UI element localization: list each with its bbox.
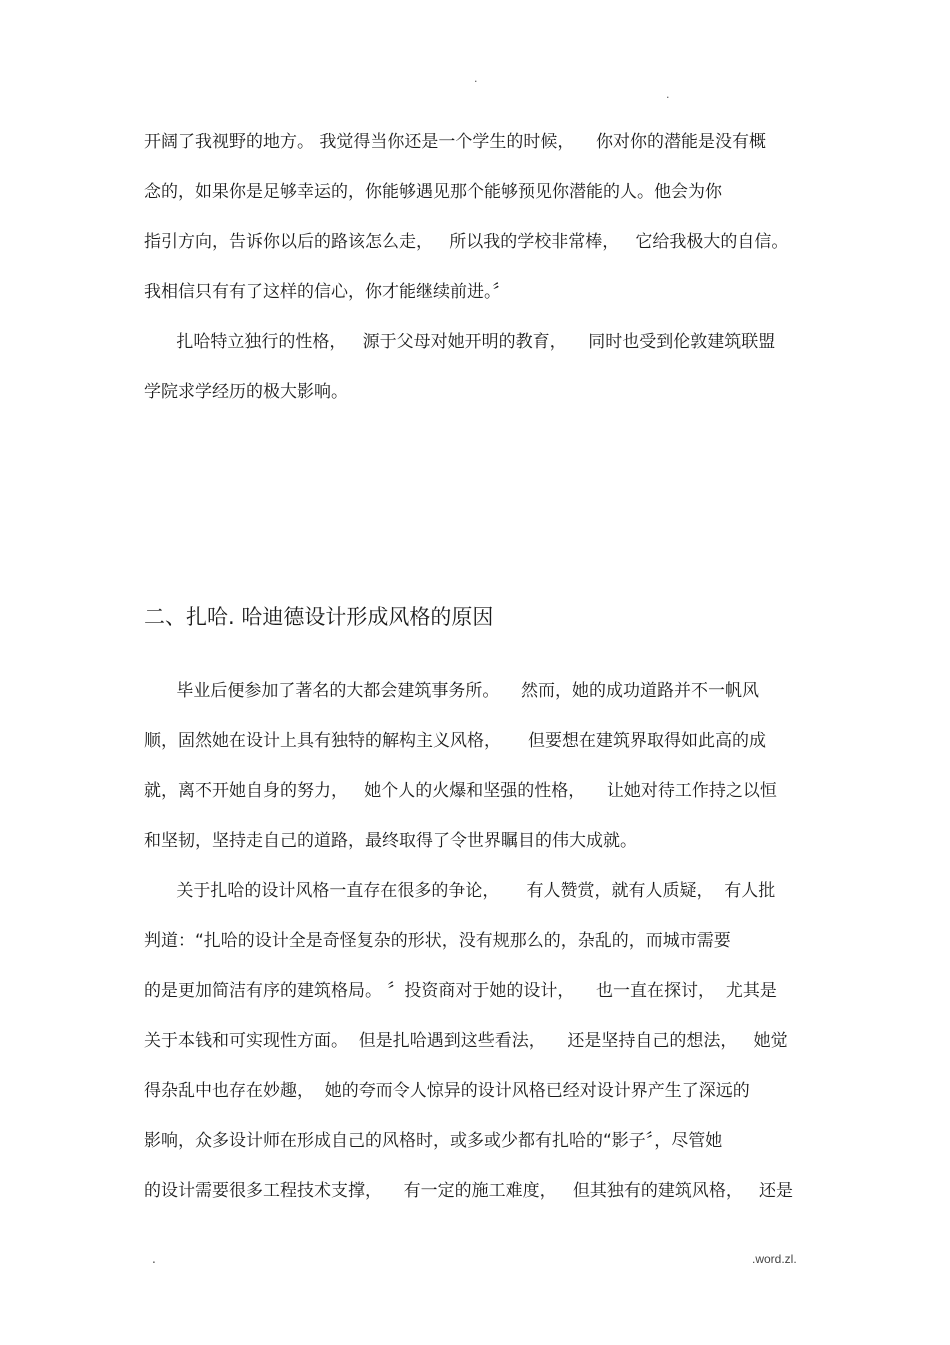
text-line: 和坚韧，坚持走自己的道路，最终取得了令世界瞩目的伟大成就。 bbox=[144, 831, 637, 851]
text-line: 关于本钱和可实现性方面。 但是扎哈遇到这些看法， 还是坚持自己的想法， 她觉 bbox=[144, 1031, 788, 1051]
footer-source: .word.zl. bbox=[752, 1252, 797, 1266]
text-line: 指引方向，告诉你以后的路该怎么走， 所以我的学校非常棒， 它给我极大的自信。 bbox=[144, 232, 789, 252]
text-line: 念的，如果你是足够幸运的，你能够遇见那个能够预见你潜能的人。他会为你 bbox=[144, 182, 722, 202]
header-dot: . bbox=[474, 72, 478, 85]
text-line: 的设计需要很多工程技术支撑， 有一定的施工难度， 但其独有的建筑风格， 还是 bbox=[144, 1181, 794, 1201]
text-line: 影响，众多设计师在形成自己的风格时，或多或少都有扎哈的“影子〞，尽管她 bbox=[144, 1131, 723, 1151]
text-line: 我相信只有有了这样的信心，你才能继续前进。〞 bbox=[144, 282, 510, 302]
text-line: 关于扎哈的设计风格一直存在很多的争论， 有人赞赏，就有人质疑， 有人批 bbox=[144, 881, 776, 901]
footer-dot: . bbox=[152, 1252, 156, 1266]
section-heading: 二、扎哈. 哈迪德设计形成风格的原因 bbox=[144, 605, 494, 629]
text-line: 扎哈特立独行的性格， 源于父母对她开明的教育， 同时也受到伦敦建筑联盟 bbox=[144, 332, 776, 352]
text-line: 毕业后便参加了著名的大都会建筑事务所。 然而，她的成功道路并不一帆风 bbox=[144, 681, 760, 701]
text-line: 判道：“扎哈的设计全是奇怪复杂的形状，没有规那么的，杂乱的，而城市需要 bbox=[144, 931, 731, 951]
text-line: 就，离不开她自身的努力， 她个人的火爆和坚强的性格， 让她对待工作持之以恒 bbox=[144, 781, 777, 801]
text-line: 开阔了我视野的地方。 我觉得当你还是一个学生的时候， 你对你的潜能是没有概 bbox=[144, 132, 767, 152]
text-line: 的是更加简洁有序的建筑格局。 〞投资商对于她的设计， 也一直在探讨， 尤其是 bbox=[144, 981, 777, 1001]
text-line: 得杂乱中也存在妙趣， 她的夸而令人惊异的设计风格已经对设计界产生了深远的 bbox=[144, 1081, 750, 1101]
text-line: 学院求学经历的极大影响。 bbox=[144, 382, 348, 402]
header-dot: . bbox=[666, 88, 670, 101]
text-line: 顺，固然她在设计上具有独特的解构主义风格， 但要想在建筑界取得如此高的成 bbox=[144, 731, 767, 751]
